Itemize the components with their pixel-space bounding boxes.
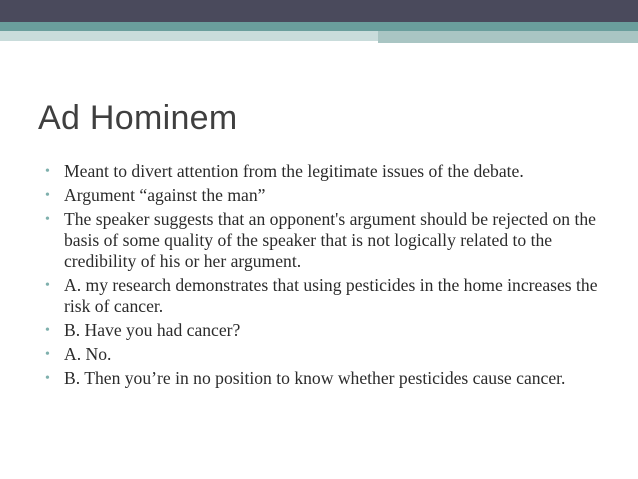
bullet-item (45, 161, 605, 182)
bullet-text: B. Then you’re in no position to know whether pesticides cause cancer. (64, 368, 566, 388)
bullet-dot-icon: • (45, 371, 50, 386)
slide-title: Ad Hominem (38, 99, 238, 137)
bullet-dot-icon: • (45, 278, 50, 293)
bullet-item (45, 209, 605, 272)
bullet-text: A. my research demonstrates that using pesticides in the home increases the risk of cancer. (64, 275, 598, 316)
header-bar-dark (0, 0, 638, 22)
bullet-text: The speaker suggests that an opponent's argument should be rejected on the basis of some quality of the speaker that is not logically related to the credibility of his or her argument. (64, 209, 596, 271)
bullet-dot-icon: • (45, 347, 50, 362)
header-bar-teal (0, 22, 638, 31)
bullet-item (45, 185, 605, 206)
bullet-item (45, 368, 605, 389)
bullet-text: Meant to divert attention from the legitimate issues of the debate. (64, 161, 524, 181)
bullet-item (45, 320, 605, 341)
header-bar-light-right (378, 31, 638, 43)
bullet-text: B. Have you had cancer? (64, 320, 241, 340)
bullet-dot-icon: • (45, 188, 50, 203)
bullet-dot-icon: • (45, 323, 50, 338)
bullet-item (45, 275, 605, 317)
bullet-item (45, 344, 605, 365)
bullet-text: Argument “against the man” (64, 185, 266, 205)
bullet-dot-icon: • (45, 212, 50, 227)
bullet-text: A. No. (64, 344, 112, 364)
bullet-dot-icon: • (45, 164, 50, 179)
bullet-list (45, 161, 605, 392)
header-bar-light (0, 31, 378, 41)
